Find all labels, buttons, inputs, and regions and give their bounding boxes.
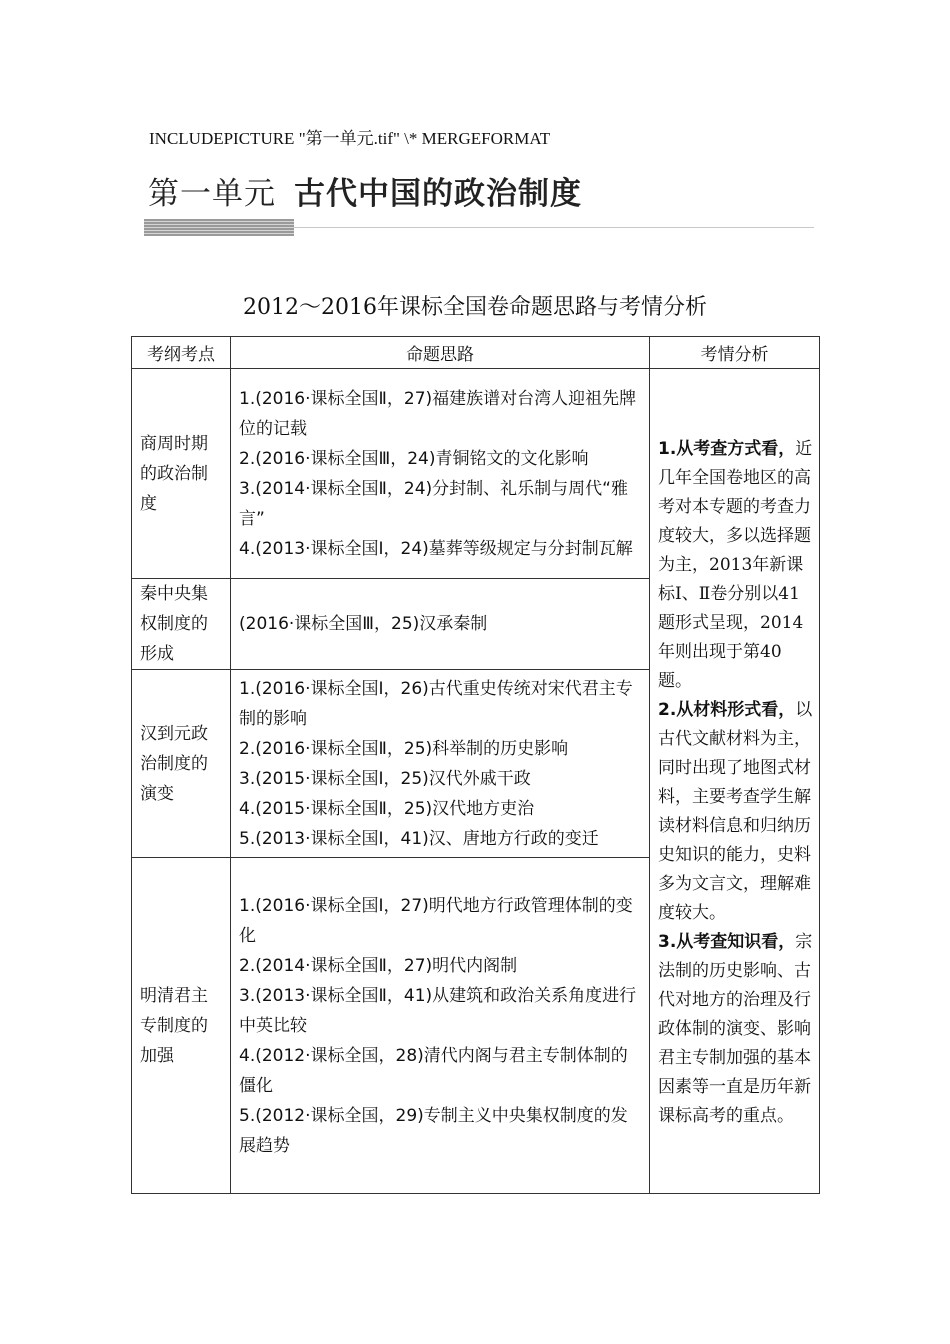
row-ideas — [231, 369, 650, 579]
field-code-text: INCLUDEPICTURE "第一单元.tif" \* MERGEFORMAT — [149, 129, 551, 148]
analysis-paragraph — [658, 928, 813, 1131]
idea-item: 4.(2013·课标全国Ⅰ，24)墓葬等级规定与分封制瓦解 — [239, 538, 633, 559]
row-ideas — [231, 858, 650, 1194]
header-analysis: 考情分析 — [650, 337, 820, 369]
row-ideas — [231, 670, 650, 858]
row-point: 汉到元政治制度的演变 — [132, 670, 231, 858]
analysis-paragraph — [658, 435, 813, 696]
idea-item: 2.(2014·课标全国Ⅱ，27)明代内阁制 — [239, 955, 518, 976]
idea-item: 2.(2016·课标全国Ⅲ，24)青铜铭文的文化影响 — [239, 448, 589, 469]
unit-heading — [148, 168, 582, 213]
row-point: 明清君主专制度的加强 — [132, 858, 231, 1194]
idea-item: 3.(2014·课标全国Ⅱ，24)分封制、礼乐制与周代“雅言” — [239, 478, 628, 529]
idea-item: (2016·课标全国Ⅲ，25)汉承秦制 — [239, 614, 488, 634]
analysis-text: 以古代文献材料为主，同时出现了地图式材料，主要考查学生解读材料信息和归纳历史知识的能力，史料多为文言文，理解难度较大。 — [658, 700, 813, 923]
header-ideas: 命题思路 — [231, 337, 650, 369]
idea-item: 1.(2016·课标全国Ⅰ，27)明代地方行政管理体制的变化 — [239, 895, 633, 946]
idea-item: 5.(2012·课标全国，29)专制主义中央集权制度的发展趋势 — [239, 1105, 628, 1156]
row-ideas — [231, 579, 650, 670]
idea-item: 4.(2015·课标全国Ⅱ，25)汉代地方吏治 — [239, 798, 535, 819]
idea-item: 1.(2016·课标全国Ⅰ，26)古代重史传统对宋代君主专制的影响 — [239, 678, 633, 729]
analysis-head: 1.从考查方式看， — [658, 439, 796, 459]
analysis-text: 宗法制的历史影响、古代对地方的治理及行政体制的演变、影响君主专制加强的基本因素等一直是历年新课标高考的重点。 — [658, 932, 813, 1126]
analysis-head: 2.从材料形式看， — [658, 700, 796, 720]
idea-item: 3.(2013·课标全国Ⅱ，41)从建筑和政治关系角度进行中英比较 — [239, 985, 637, 1036]
row-point: 秦中央集权制度的形成 — [132, 579, 231, 670]
table-header-row — [132, 337, 820, 369]
table-row — [132, 369, 820, 579]
unit-label: 第一单元 — [148, 176, 276, 212]
table-title: 2012～2016年课标全国卷命题思路与考情分析 — [243, 295, 707, 320]
row-point: 商周时期的政治制度 — [132, 369, 231, 579]
heading-rule — [294, 227, 814, 228]
analysis-head: 3.从考查知识看， — [658, 932, 796, 952]
idea-item: 2.(2016·课标全国Ⅱ，25)科举制的历史影响 — [239, 738, 569, 759]
analysis-paragraph — [658, 696, 813, 928]
exam-analysis-table — [131, 336, 820, 1194]
header-points: 考纲考点 — [132, 337, 231, 369]
idea-item: 1.(2016·课标全国Ⅱ，27)福建族谱对台湾人迎祖先牌位的记载 — [239, 388, 637, 439]
heading-bar — [144, 219, 294, 236]
analysis-cell — [650, 369, 820, 1194]
idea-item: 4.(2012·课标全国，28)清代内阁与君主专制体制的僵化 — [239, 1045, 628, 1096]
unit-title: 古代中国的政治制度 — [294, 176, 582, 212]
analysis-text: 近几年全国卷地区的高考对本专题的考查力度较大，多以选择题为主，2013年新课标Ⅰ、Ⅱ卷分别以41题形式呈现，2014年则出现于第40题。 — [658, 439, 813, 691]
idea-item: 5.(2013·课标全国Ⅰ，41)汉、唐地方行政的变迁 — [239, 828, 599, 849]
idea-item: 3.(2015·课标全国Ⅰ，25)汉代外戚干政 — [239, 768, 531, 789]
